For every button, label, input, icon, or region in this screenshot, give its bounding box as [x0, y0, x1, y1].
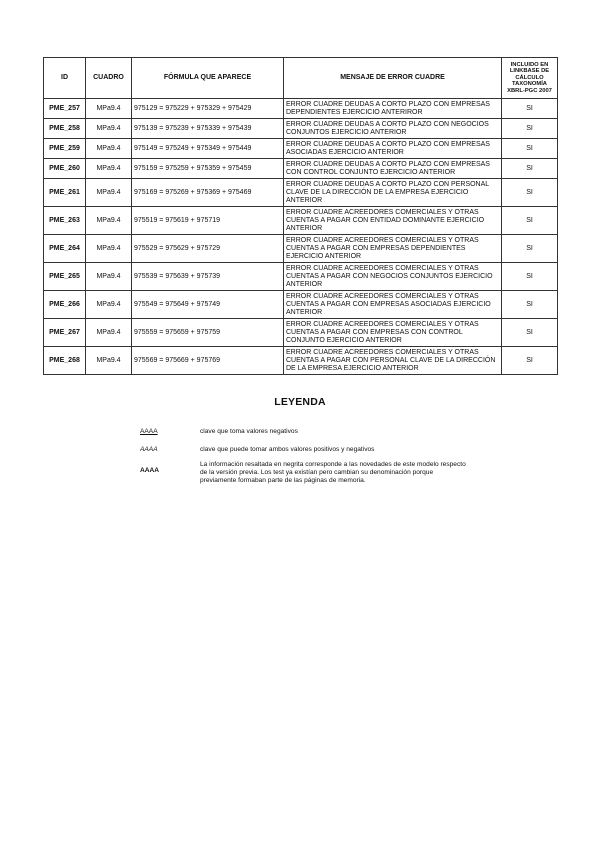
cell-incluido: SI	[502, 119, 558, 139]
table-row	[44, 159, 558, 179]
table-row	[44, 319, 558, 347]
legend-item-negative	[140, 428, 470, 438]
legend-key-underline: AAAA	[140, 428, 158, 435]
cell-incluido: SI	[502, 263, 558, 291]
cell-id: PME_265	[44, 263, 86, 291]
cell-id: PME_266	[44, 291, 86, 319]
cell-id: PME_264	[44, 235, 86, 263]
cell-cuadro: MPa9.4	[86, 139, 132, 159]
cell-mensaje: ERROR CUADRE ACREEDORES COMERCIALES Y OTRAS CUENTAS A PAGAR CON PERSONAL CLAVE DE LA DIRECCIÓN DE LA EMPRESA EJERCICIO ANTERIOR	[284, 347, 502, 375]
cell-incluido: SI	[502, 207, 558, 235]
cell-formula: 975539 = 975639 + 975739	[132, 263, 284, 291]
cell-mensaje: ERROR CUADRE ACREEDORES COMERCIALES Y OTRAS CUENTAS A PAGAR CON NEGOCIOS CONJUNTOS EJERCICIO ANTERIOR	[284, 263, 502, 291]
cell-cuadro: MPa9.4	[86, 263, 132, 291]
cell-mensaje: ERROR CUADRE DEUDAS A CORTO PLAZO CON NEGOCIOS CONJUNTOS EJERCICIO ANTERIOR	[284, 119, 502, 139]
table-row	[44, 207, 558, 235]
table-row	[44, 119, 558, 139]
header-formula: FÓRMULA QUE APARECE	[132, 58, 284, 99]
header-incluido: INCLUIDO EN LINKBASE DE CÁLCULO TAXONOMÍA XBRL-PGC 2007	[502, 58, 558, 99]
cell-cuadro: MPa9.4	[86, 119, 132, 139]
error-check-table	[43, 57, 558, 375]
cell-mensaje: ERROR CUADRE DEUDAS A CORTO PLAZO CON EMPRESAS DEPENDIENTES EJERCICIO ANTERIROR	[284, 99, 502, 119]
header-mensaje: MENSAJE DE ERROR CUADRE	[284, 58, 502, 99]
cell-formula: 975549 = 975649 + 975749	[132, 291, 284, 319]
cell-id: PME_267	[44, 319, 86, 347]
cell-formula: 975129 = 975229 + 975329 + 975429	[132, 99, 284, 119]
cell-incluido: SI	[502, 235, 558, 263]
cell-mensaje: ERROR CUADRE ACREEDORES COMERCIALES Y OTRAS CUENTAS A PAGAR CON EMPRESAS ASOCIADAS EJERCICIO ANTERIOR	[284, 291, 502, 319]
cell-id: PME_263	[44, 207, 86, 235]
cell-formula: 975169 = 975269 + 975369 + 975469	[132, 179, 284, 207]
cell-cuadro: MPa9.4	[86, 179, 132, 207]
legend-description: clave que puede tomar ambos valores positivos y negativos	[200, 446, 375, 453]
table-row	[44, 263, 558, 291]
cell-incluido: SI	[502, 179, 558, 207]
legend-item-both-signs	[140, 446, 470, 456]
cell-cuadro: MPa9.4	[86, 291, 132, 319]
legend-title: LEYENDA	[274, 396, 326, 408]
header-id: ID	[44, 58, 86, 99]
table-header-row	[44, 58, 558, 99]
cell-formula: 975529 = 975629 + 975729	[132, 235, 284, 263]
cell-formula: 975569 = 975669 + 975769	[132, 347, 284, 375]
legend-description: La información resaltada en negrita corresponde a las novedades de este modelo respecto de la versión previa. Los test ya existían pero cambian su denominación porque previamente formaban parte de las páginas de memoria.	[200, 461, 466, 484]
cell-incluido: SI	[502, 139, 558, 159]
cell-incluido: SI	[502, 347, 558, 375]
cell-formula: 975159 = 975259 + 975359 + 975459	[132, 159, 284, 179]
cell-id: PME_258	[44, 119, 86, 139]
cell-incluido: SI	[502, 159, 558, 179]
legend-key-bold: AAAA	[140, 467, 160, 474]
cell-incluido: SI	[502, 291, 558, 319]
cell-mensaje: ERROR CUADRE DEUDAS A CORTO PLAZO CON EMPRESAS CON CONTROL CONJUNTO EJERCICIO ANTERIOR	[284, 159, 502, 179]
cell-id: PME_260	[44, 159, 86, 179]
header-cuadro: CUADRO	[86, 58, 132, 99]
cell-id: PME_268	[44, 347, 86, 375]
cell-formula: 975519 = 975619 + 975719	[132, 207, 284, 235]
cell-cuadro: MPa9.4	[86, 99, 132, 119]
cell-formula: 975139 = 975239 + 975339 + 975439	[132, 119, 284, 139]
cell-cuadro: MPa9.4	[86, 207, 132, 235]
legend-item-new	[140, 461, 470, 487]
cell-incluido: SI	[502, 319, 558, 347]
cell-mensaje: ERROR CUADRE DEUDAS A CORTO PLAZO CON EMPRESAS ASOCIADAS EJERCICIO ANTERIOR	[284, 139, 502, 159]
table-row	[44, 99, 558, 119]
table-row	[44, 235, 558, 263]
legend-description: clave que toma valores negativos	[200, 428, 298, 435]
cell-id: PME_257	[44, 99, 86, 119]
cell-incluido: SI	[502, 99, 558, 119]
cell-cuadro: MPa9.4	[86, 319, 132, 347]
table-row	[44, 347, 558, 375]
cell-id: PME_259	[44, 139, 86, 159]
cell-mensaje: ERROR CUADRE ACREEDORES COMERCIALES Y OTRAS CUENTAS A PAGAR CON EMPRESAS DEPENDIENTES EJERCICIO ANTERIOR	[284, 235, 502, 263]
legend-key-italic: AAAA	[140, 446, 158, 453]
cell-mensaje: ERROR CUADRE ACREEDORES COMERCIALES Y OTRAS CUENTAS A PAGAR CON EMPRESAS CON CONTROL CONJUNTO EJERCICIO ANTERIOR	[284, 319, 502, 347]
cell-formula: 975149 = 975249 + 975349 + 975449	[132, 139, 284, 159]
cell-cuadro: MPa9.4	[86, 347, 132, 375]
cell-cuadro: MPa9.4	[86, 235, 132, 263]
table-row	[44, 291, 558, 319]
table-row	[44, 179, 558, 207]
cell-formula: 975559 = 975659 + 975759	[132, 319, 284, 347]
table-row	[44, 139, 558, 159]
cell-cuadro: MPa9.4	[86, 159, 132, 179]
cell-mensaje: ERROR CUADRE DEUDAS A CORTO PLAZO CON PERSONAL CLAVE DE LA DIRECCIÓN DE LA EMPRESA EJERCICIO ANTERIOR	[284, 179, 502, 207]
cell-id: PME_261	[44, 179, 86, 207]
cell-mensaje: ERROR CUADRE ACREEDORES COMERCIALES Y OTRAS CUENTAS A PAGAR CON ENTIDAD DOMINANTE EJERCICIO ANTERIOR	[284, 207, 502, 235]
